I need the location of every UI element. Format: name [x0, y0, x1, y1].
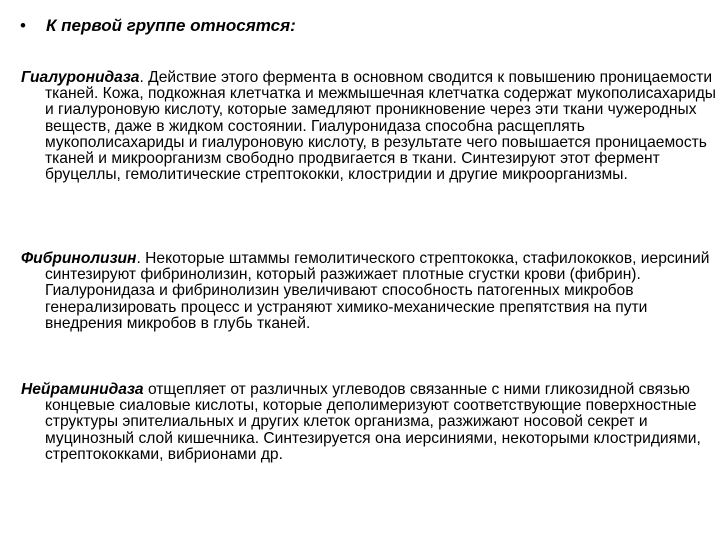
heading-text: К первой группе относятся: [46, 16, 296, 35]
paragraph-text-hyaluronidase: . Действие этого фермента в основном сводится к повышению проницаемости тканей. Кожа, подкожная клетчатка и межмышечная клетчатка содержат мукополисахариды и гиалуроновую кислоту, которые замедляют проникновение через эти ткани чужеродных веществ, даже в жидком состоянии. Гиалуронидаза способна расщеплять мукополисахариды и гиалуроновую кислоту, в результате чего повышается проницаемость тканей и микроорганизм свободно продвигается в ткани. Синтезируют этот фермент бруцеллы, гемолитические стрептококки, клостридии и другие микроорганизмы. [45, 69, 717, 184]
term-neuraminidase: Нейраминидаза [21, 381, 144, 398]
paragraph-text-neuraminidase: отщепляет от различных углеводов связанные с ними гликозидной связью концевые сиаловые кислоты, которые деполимеризуют соответствующие поверхностные структуры эпителиальных и других клеток организма, разжижают носовой секрет и муцинозный слой кишечника. Синтезируется она иерсиниями, некоторыми клостридиями, стрептококками, вибрионами др. [45, 381, 701, 463]
term-fibrinolysin: Фибринолизин [21, 250, 137, 267]
paragraph-hyaluronidase [21, 70, 720, 183]
bullet-icon: • [20, 16, 26, 35]
term-hyaluronidase: Гиалуронидаза [21, 69, 140, 86]
paragraph-neuraminidase [21, 382, 720, 463]
paragraph-text-fibrinolysin: . Некоторые штаммы гемолитического стрептококка, стафилококков, иерсиний синтезируют фибринолизин, который разжижает плотные сгустки крови (фибрин). Гиалуронидаза и фибринолизин увеличивают способность патогенных микробов генерализировать процесс и устраняют химико-механические препятствия на пути внедрения микробов в глубь тканей. [45, 250, 710, 332]
slide-heading [20, 16, 296, 36]
paragraph-fibrinolysin [21, 251, 720, 332]
